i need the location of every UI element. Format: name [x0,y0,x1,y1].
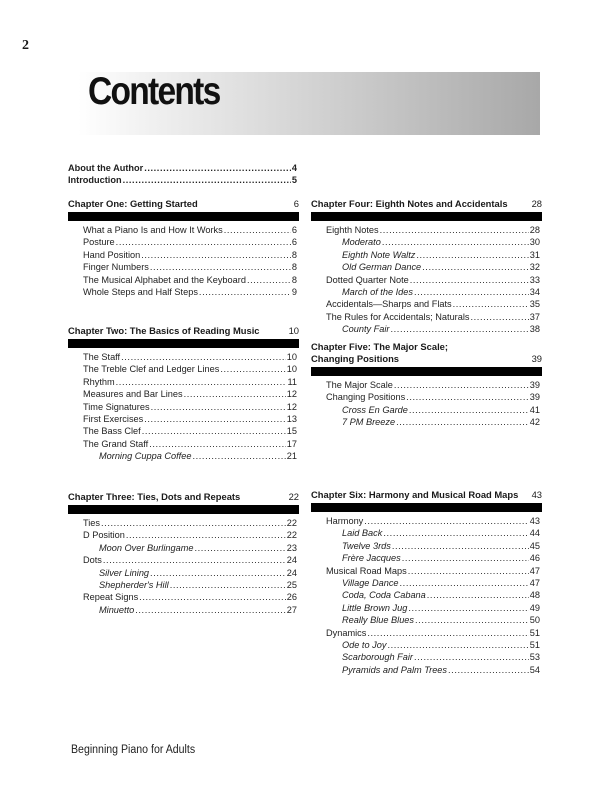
toc-entry-page: 24 [286,555,297,566]
chapter-rule [68,505,299,514]
front-matter [68,162,297,187]
toc-entry-label: Old German Dance [342,262,422,273]
chapter-title: Chapter Five: The Major Scale; Changing Positions [311,341,449,364]
dot-leader [415,614,529,626]
toc-entry-label: Really Blue Blues [342,615,415,626]
dot-leader [103,554,286,566]
dot-leader [408,602,528,614]
toc-entry [68,162,297,174]
toc-entry [311,391,540,403]
chapter-three [68,491,299,616]
toc-entry-page: 51 [529,627,540,638]
toc-entry-label: Introduction [68,175,122,186]
toc-entry-page: 41 [529,404,540,415]
toc-entry-label: Morning Cuppa Coffee [99,451,192,462]
toc-entry [68,174,297,186]
chapter-title: Chapter One: Getting Started [68,198,198,209]
toc-entry [311,261,540,273]
chapter-page: 22 [288,491,299,502]
chapter-entry-list [311,224,542,336]
toc-entry-label: Laid Back [342,528,383,539]
toc-entry-page: 12 [286,401,297,412]
chapter-entry-list [68,224,299,298]
toc-entry [311,379,540,391]
dot-leader [139,591,286,603]
page-title: Contents [88,70,220,113]
toc-entry-label: Eighth Note Waltz [342,249,416,260]
toc-entry-page: 24 [286,567,297,578]
toc-entry [68,401,297,413]
toc-entry [311,298,540,310]
dot-leader [414,651,529,663]
dot-leader [184,388,286,400]
dot-leader [121,351,286,363]
dot-leader [141,249,291,261]
toc-entry-page: 38 [529,324,540,335]
dot-leader [391,323,529,335]
toc-entry-label: Dynamics [326,627,367,638]
toc-entry [68,542,297,554]
chapter-entry-list [311,379,542,429]
dot-leader [135,604,286,616]
toc-entry-label: 7 PM Breeze [342,417,396,428]
chapter-rule [311,367,542,376]
dot-leader [199,286,291,298]
toc-entry-label: March of the Ides [342,287,413,298]
chapter-title: Chapter Two: The Basics of Reading Music [68,325,260,336]
toc-entry [311,602,540,614]
chapter-heading [68,325,299,339]
chapter-entry-list [311,515,542,676]
toc-entry-label: About the Author [68,163,144,173]
toc-entry [68,224,297,236]
toc-entry [68,376,297,388]
toc-entry-page: 11 [287,376,297,387]
toc-entry-label: The Bass Clef [83,426,141,437]
toc-entry [68,579,297,591]
toc-entry-label: The Major Scale [326,380,393,390]
toc-entry-page: 13 [286,414,297,425]
toc-entry [311,589,540,601]
toc-entry [311,651,540,663]
dot-leader [142,425,286,437]
toc-entry [68,388,297,400]
toc-entry-page: 5 [291,175,297,186]
chapter-six [311,489,542,676]
dot-leader [116,236,291,248]
chapter-rule [311,212,542,221]
toc-entry-page: 6 [291,237,297,248]
toc-entry-page: 49 [529,602,540,613]
dot-leader [396,416,529,428]
dot-leader [367,627,528,639]
toc-entry-label: County Fair [342,324,390,335]
toc-entry [68,261,297,273]
dot-leader [126,529,286,541]
toc-entry-page: 12 [286,389,297,400]
toc-entry-page: 54 [529,664,540,675]
toc-entry [68,554,297,566]
toc-entry-page: 10 [286,352,297,362]
toc-entry-label: Coda, Coda Cabana [342,590,426,601]
toc-entry-label: Eighth Notes [326,225,379,235]
chapter-title: Chapter Six: Harmony and Musical Road Maps [311,489,519,500]
toc-entry-page: 35 [529,299,540,310]
chapter-page: 28 [531,198,542,209]
chapter-page: 39 [531,353,542,364]
toc-entry [68,286,297,298]
toc-entry [311,552,540,564]
dot-leader [409,404,529,416]
toc-entry-label: Harmony [326,516,364,526]
toc-entry [311,565,540,577]
toc-entry [311,515,540,527]
toc-entry-page: 33 [529,274,540,285]
chapter-two [68,325,299,463]
toc-entry-label: The Musical Alphabet and the Keyboard [83,274,246,285]
toc-entry-label: Twelve 3rds [342,540,391,551]
toc-entry-label: The Rules for Accidentals; Naturals [326,311,470,322]
chapter-page: 10 [288,325,299,336]
toc-entry-label: Scarborough Fair [342,652,413,663]
chapter-heading [311,489,542,503]
toc-entry-label: Ties [83,518,101,528]
toc-entry-label: Whole Steps and Half Steps [83,287,198,298]
dot-leader [410,274,529,286]
dot-leader [394,379,529,391]
toc-entry [68,517,297,529]
chapter-heading [68,198,299,212]
chapter-title: Chapter Four: Eighth Notes and Accidentals [311,198,508,209]
dot-leader [224,224,291,236]
dot-leader [101,517,286,529]
dot-leader [151,401,286,413]
toc-entry-page: 50 [529,615,540,626]
toc-entry [68,425,297,437]
toc-entry-label: The Staff [83,352,121,362]
dot-leader [149,438,286,450]
chapter-heading [311,341,542,367]
toc-entry-page: 47 [529,565,540,576]
toc-entry-page: 39 [529,392,540,403]
toc-entry-page: 51 [529,640,540,651]
chapter-one [68,198,299,298]
dot-leader [400,577,529,589]
toc-entry [311,404,540,416]
dot-leader [170,579,286,591]
toc-entry-label: Musical Road Maps [326,565,407,576]
toc-entry [68,450,297,462]
toc-entry [311,664,540,676]
chapter-page: 6 [293,198,299,209]
toc-entry-label: Hand Position [83,249,141,260]
chapter-five [311,341,542,429]
toc-entry-page: 27 [286,604,297,615]
toc-entry-page: 4 [291,163,297,173]
toc-entry [311,286,540,298]
toc-entry-label: What a Piano Is and How It Works [83,225,223,235]
dot-leader [422,261,529,273]
dot-leader [387,639,528,651]
toc-entry-label: Repeat Signs [83,592,139,603]
toc-entry [311,311,540,323]
toc-entry-label: Rhythm [83,376,115,387]
toc-entry-page: 46 [529,553,540,564]
toc-entry [311,614,540,626]
toc-entry-label: Measures and Bar Lines [83,389,183,400]
toc-entry-label: Ode to Joy [342,640,387,651]
toc-entry [311,249,540,261]
dot-leader [116,376,287,388]
toc-entry-page: 43 [529,516,540,526]
toc-entry-label: Accidentals—Sharps and Flats [326,299,452,310]
dot-leader [192,450,285,462]
toc-entry-page: 32 [529,262,540,273]
toc-entry [68,274,297,286]
toc-entry [68,249,297,261]
dot-leader [123,174,291,186]
toc-entry-page: 53 [529,652,540,663]
toc-entry-label: Finger Numbers [83,262,149,273]
toc-entry-page: 48 [529,590,540,601]
toc-entry [311,416,540,428]
toc-entry-page: 9 [291,287,297,298]
chapter-four [311,198,542,336]
chapter-page: 43 [531,489,542,500]
toc-entry [68,413,297,425]
dot-leader [427,589,529,601]
chapter-rule [311,503,542,512]
chapter-entry-list [68,517,299,616]
toc-entry-label: Village Dance [342,578,399,589]
toc-entry-page: 25 [286,580,297,591]
dot-leader [453,298,529,310]
dot-leader [416,249,528,261]
toc-entry [68,363,297,375]
toc-entry-label: Dotted Quarter Note [326,274,409,285]
chapter-entry-list [68,351,299,463]
dot-leader [150,261,291,273]
toc-entry-label: Changing Positions [326,392,406,403]
toc-entry [311,224,540,236]
toc-entry-label: Shepherder's Hill [99,580,169,591]
toc-entry-page: 10 [286,364,297,375]
dot-leader [144,413,286,425]
toc-entry-page: 37 [529,311,540,322]
dot-leader [414,286,529,298]
dot-leader [471,311,529,323]
dot-leader [364,515,528,527]
toc-entry-label: The Treble Clef and Ledger Lines [83,364,220,375]
toc-entry-page: 23 [286,542,297,553]
toc-entry [68,604,297,616]
dot-leader [194,542,285,554]
chapter-heading [311,198,542,212]
toc-entry [311,274,540,286]
page-number: 2 [22,38,29,53]
dot-leader [402,552,529,564]
toc-entry-page: 31 [529,249,540,260]
dot-leader [220,363,285,375]
toc-entry-label: Pyramids and Palm Trees [342,664,448,675]
footer-book-title: Beginning Piano for Adults [71,744,196,756]
toc-entry-label: The Grand Staff [83,438,149,449]
toc-entry-page: 8 [291,249,297,260]
toc-entry-page: 8 [291,262,297,273]
toc-entry-page: 26 [286,592,297,603]
toc-entry-page: 22 [286,530,297,541]
toc-entry-label: Frère Jacques [342,553,401,564]
toc-entry-label: D Position [83,530,125,541]
dot-leader [382,236,529,248]
toc-entry-label: Time Signatures [83,401,150,412]
toc-entry-label: Moderato [342,237,381,248]
toc-entry [311,577,540,589]
toc-entry-label: Silver Lining [99,567,150,578]
toc-entry [311,627,540,639]
toc-entry-label: First Exercises [83,414,144,425]
toc-entry [311,236,540,248]
dot-leader [247,274,291,286]
toc-entry [311,527,540,539]
dot-leader [392,540,529,552]
chapter-heading [68,491,299,505]
toc-entry [68,236,297,248]
toc-entry-page: 21 [286,451,297,462]
dot-leader [406,391,529,403]
toc-entry-page: 44 [529,528,540,539]
dot-leader [383,527,528,539]
toc-entry-label: Posture [83,237,115,248]
chapter-rule [68,339,299,348]
toc-entry-page: 30 [529,237,540,248]
toc-entry [68,438,297,450]
dot-leader [380,224,529,236]
toc-entry-page: 8 [291,274,297,285]
toc-entry-page: 45 [529,540,540,551]
toc-entry-page: 22 [286,518,297,528]
toc-entry-label: Moon Over Burlingame [99,542,194,553]
toc-entry-page: 28 [529,225,540,235]
toc-entry [68,591,297,603]
toc-entry-page: 15 [286,426,297,437]
toc-entry-label: Little Brown Jug [342,602,408,613]
chapter-rule [68,212,299,221]
toc-entry [68,529,297,541]
toc-entry-label: Cross En Garde [342,404,408,415]
toc-entry [68,567,297,579]
toc-entry [311,323,540,335]
toc-entry-label: Dots [83,555,102,566]
dot-leader [150,567,286,579]
toc-entry [311,540,540,552]
toc-entry [68,351,297,363]
toc-entry [311,639,540,651]
toc-entry-page: 42 [529,417,540,428]
toc-entry-label: Minuetto [99,604,135,615]
dot-leader [448,664,529,676]
toc-entry-page: 6 [291,225,297,235]
toc-entry-page: 34 [529,287,540,298]
toc-entry-page: 39 [529,380,540,390]
toc-entry-page: 47 [529,578,540,589]
dot-leader [144,162,291,174]
toc-entry-page: 17 [286,438,297,449]
dot-leader [408,565,529,577]
chapter-title: Chapter Three: Ties, Dots and Repeats [68,491,241,502]
